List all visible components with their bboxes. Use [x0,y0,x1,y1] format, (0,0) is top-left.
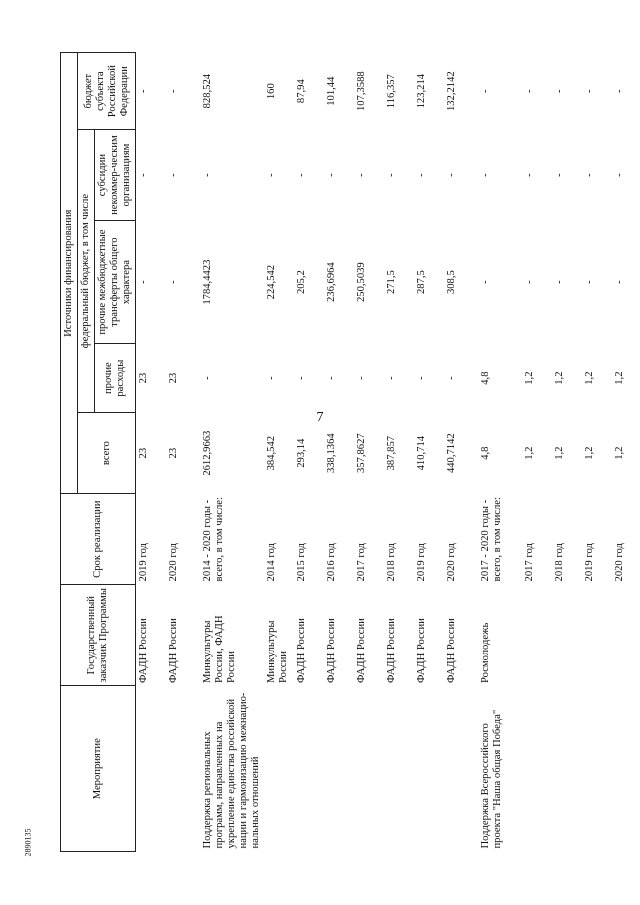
regional-cell: - [524,89,535,93]
subsidies-cell: - [296,173,307,177]
table-row [582,53,612,852]
customer-cell: ФАДН России [356,618,367,683]
event-cell [294,686,324,852]
table-row [196,53,264,852]
total-cell: 410,714 [416,435,427,471]
table-row [264,53,294,852]
customer-cell: ФАДН России [326,618,337,683]
other-transfers-cell: 271,5 [386,270,397,295]
header-period: Срок реализации [61,494,136,584]
other-expenses-cell: 1,2 [584,371,595,385]
event-cell [136,686,167,852]
regional-cell: 160 [266,83,277,100]
subsidies-cell: - [614,173,625,177]
table-row [294,53,324,852]
regional-cell: - [138,89,149,93]
subsidies-cell: - [524,173,535,177]
other-expenses-cell: 4,8 [480,371,491,385]
subsidies-cell: - [266,173,277,177]
regional-cell: - [480,89,491,93]
table-row [612,53,640,852]
header-total: всего [78,412,136,494]
customer-cell: ФАДН России [416,618,427,683]
table-row [552,53,582,852]
total-cell: 23 [168,447,179,459]
total-cell: 387,857 [386,435,397,471]
customer-cell: ФАДН России [168,618,179,683]
event-cell [264,686,294,852]
period-cell: 2020 год [614,543,625,582]
subsidies-cell: - [386,173,397,177]
total-cell: 2612,9663 [202,430,213,476]
event-cell [552,686,582,852]
other-transfers-cell: 287,5 [416,270,427,295]
other-transfers-cell: 236,6964 [326,262,337,302]
other-transfers-cell: - [524,280,535,284]
header-federal: федеральный бюджет, в том числе [78,130,95,412]
total-cell: 1,2 [584,446,595,460]
total-cell: 23 [138,447,149,459]
total-cell: 4,8 [480,446,491,460]
other-expenses-cell: 23 [138,372,149,384]
period-cell: 2020 год [168,543,179,582]
event-cell [384,686,414,852]
table-body [136,53,640,852]
other-transfers-cell: - [554,280,565,284]
table-row [136,53,167,852]
other-expenses-cell: - [356,376,367,380]
other-transfers-cell: - [138,280,149,284]
regional-cell: 107,3588 [356,71,367,112]
period-cell: 2018 год [554,543,565,582]
customer-cell [522,584,552,686]
subsidies-cell: - [416,173,427,177]
subsidies-cell: - [480,173,491,177]
table-row [474,53,522,852]
other-transfers-cell: - [480,280,491,284]
regional-cell: 828,524 [202,73,213,109]
total-cell: 384,542 [266,435,277,471]
event-cell [582,686,612,852]
other-transfers-cell: - [168,280,179,284]
event-cell [354,686,384,852]
other-transfers-cell: - [584,280,595,284]
period-cell: 2017 год [356,543,367,582]
customer-cell [612,584,640,686]
other-transfers-cell: 224,542 [266,264,277,300]
table-row [384,53,414,852]
period-cell: 2019 год [584,543,595,582]
customer-cell: ФАДН России [296,618,307,683]
table-row [522,53,552,852]
total-cell: 1,2 [554,446,565,460]
event-cell: Поддержка Всероссийского проекта "Наша общая Победа" [480,709,503,849]
regional-cell: 101,44 [326,76,337,106]
customer-cell: Росмолодежь [480,622,491,683]
subsidies-cell: - [168,173,179,177]
regional-cell: 116,357 [386,74,397,109]
event-cell [166,686,196,852]
rotated-table-wrapper [60,52,625,852]
customer-cell: ФАДН России [386,618,397,683]
subsidies-cell: - [446,173,457,177]
subsidies-cell: - [356,173,367,177]
other-expenses-cell: 1,2 [524,371,535,385]
customer-cell [582,584,612,686]
header-other-expenses: прочие расходы [95,344,136,412]
subsidies-cell: - [326,173,337,177]
table-row [166,53,196,852]
header-other-transfers: прочие межбюджетные трансферты общего характера [95,220,136,344]
total-cell: 338,1364 [326,433,337,474]
page-number: 7 [316,410,324,425]
period-cell: 2014 - 2020 годы - всего, в том числе: [202,497,225,582]
header-sources: Источники финансирования [61,53,78,494]
regional-cell: - [554,89,565,93]
table-row [414,53,444,852]
other-expenses-cell: - [326,376,337,380]
period-cell: 2018 год [386,543,397,582]
customer-cell: Минкультуры России, ФАДН России [202,615,237,683]
other-expenses-cell: 1,2 [554,371,565,385]
period-cell: 2016 год [326,543,337,582]
other-transfers-cell: 308,5 [446,270,457,295]
document-code: 2890135 [23,828,33,857]
total-cell: 440,7142 [446,433,457,474]
header-customer: Государственный заказчик Программы [61,584,136,686]
header-subsidies: субсидии некоммер-ческим организациям [95,130,136,220]
other-expenses-cell: - [202,376,213,380]
table-row [324,53,354,852]
subsidies-cell: - [138,173,149,177]
customer-cell: ФАДН России [138,618,149,683]
total-cell: 1,2 [524,446,535,460]
subsidies-cell: - [584,173,595,177]
other-expenses-cell: 23 [168,372,179,384]
event-cell [612,686,640,852]
other-expenses-cell: - [266,376,277,380]
period-cell: 2017 год [524,543,535,582]
header-event: Мероприятие [61,686,136,852]
period-cell: 2020 год [446,543,457,582]
header-regional: бюджет субъекта Российской Федерации [78,53,136,130]
regional-cell: 87,94 [296,79,307,104]
other-expenses-cell: 1,2 [614,371,625,385]
other-transfers-cell: 250,5039 [356,262,367,302]
other-expenses-cell: - [416,376,427,380]
period-cell: 2019 год [138,543,149,582]
total-cell: 1,2 [614,446,625,460]
customer-cell [552,584,582,686]
period-cell: 2014 год [266,543,277,582]
financing-table [60,52,640,852]
table-row [444,53,474,852]
regional-cell: - [168,89,179,93]
other-expenses-cell: - [386,376,397,380]
other-transfers-cell: 1784,4423 [202,259,213,305]
event-cell [522,686,552,852]
other-expenses-cell: - [296,376,307,380]
subsidies-cell: - [202,173,213,177]
period-cell: 2017 - 2020 годы - всего, в том числе: [480,497,503,582]
total-cell: 293,14 [296,438,307,468]
event-cell [414,686,444,852]
other-expenses-cell: - [446,376,457,380]
regional-cell: 132,2142 [446,71,457,112]
period-cell: 2019 год [416,543,427,582]
subsidies-cell: - [554,173,565,177]
event-cell: Поддержка региональных программ, направленных на укрепление единства российской нации и гармонизацию межнацио-нальных отношений [202,692,261,849]
regional-cell: 123,214 [416,73,427,109]
other-transfers-cell: 205,2 [296,270,307,295]
customer-cell: ФАДН России [446,618,457,683]
table-row [354,53,384,852]
period-cell: 2015 год [296,543,307,582]
regional-cell: - [614,89,625,93]
total-cell: 357,8627 [356,433,367,474]
customer-cell: Минкультуры России [266,620,289,683]
event-cell [324,686,354,852]
other-transfers-cell: - [614,280,625,284]
regional-cell: - [584,89,595,93]
event-cell [444,686,474,852]
